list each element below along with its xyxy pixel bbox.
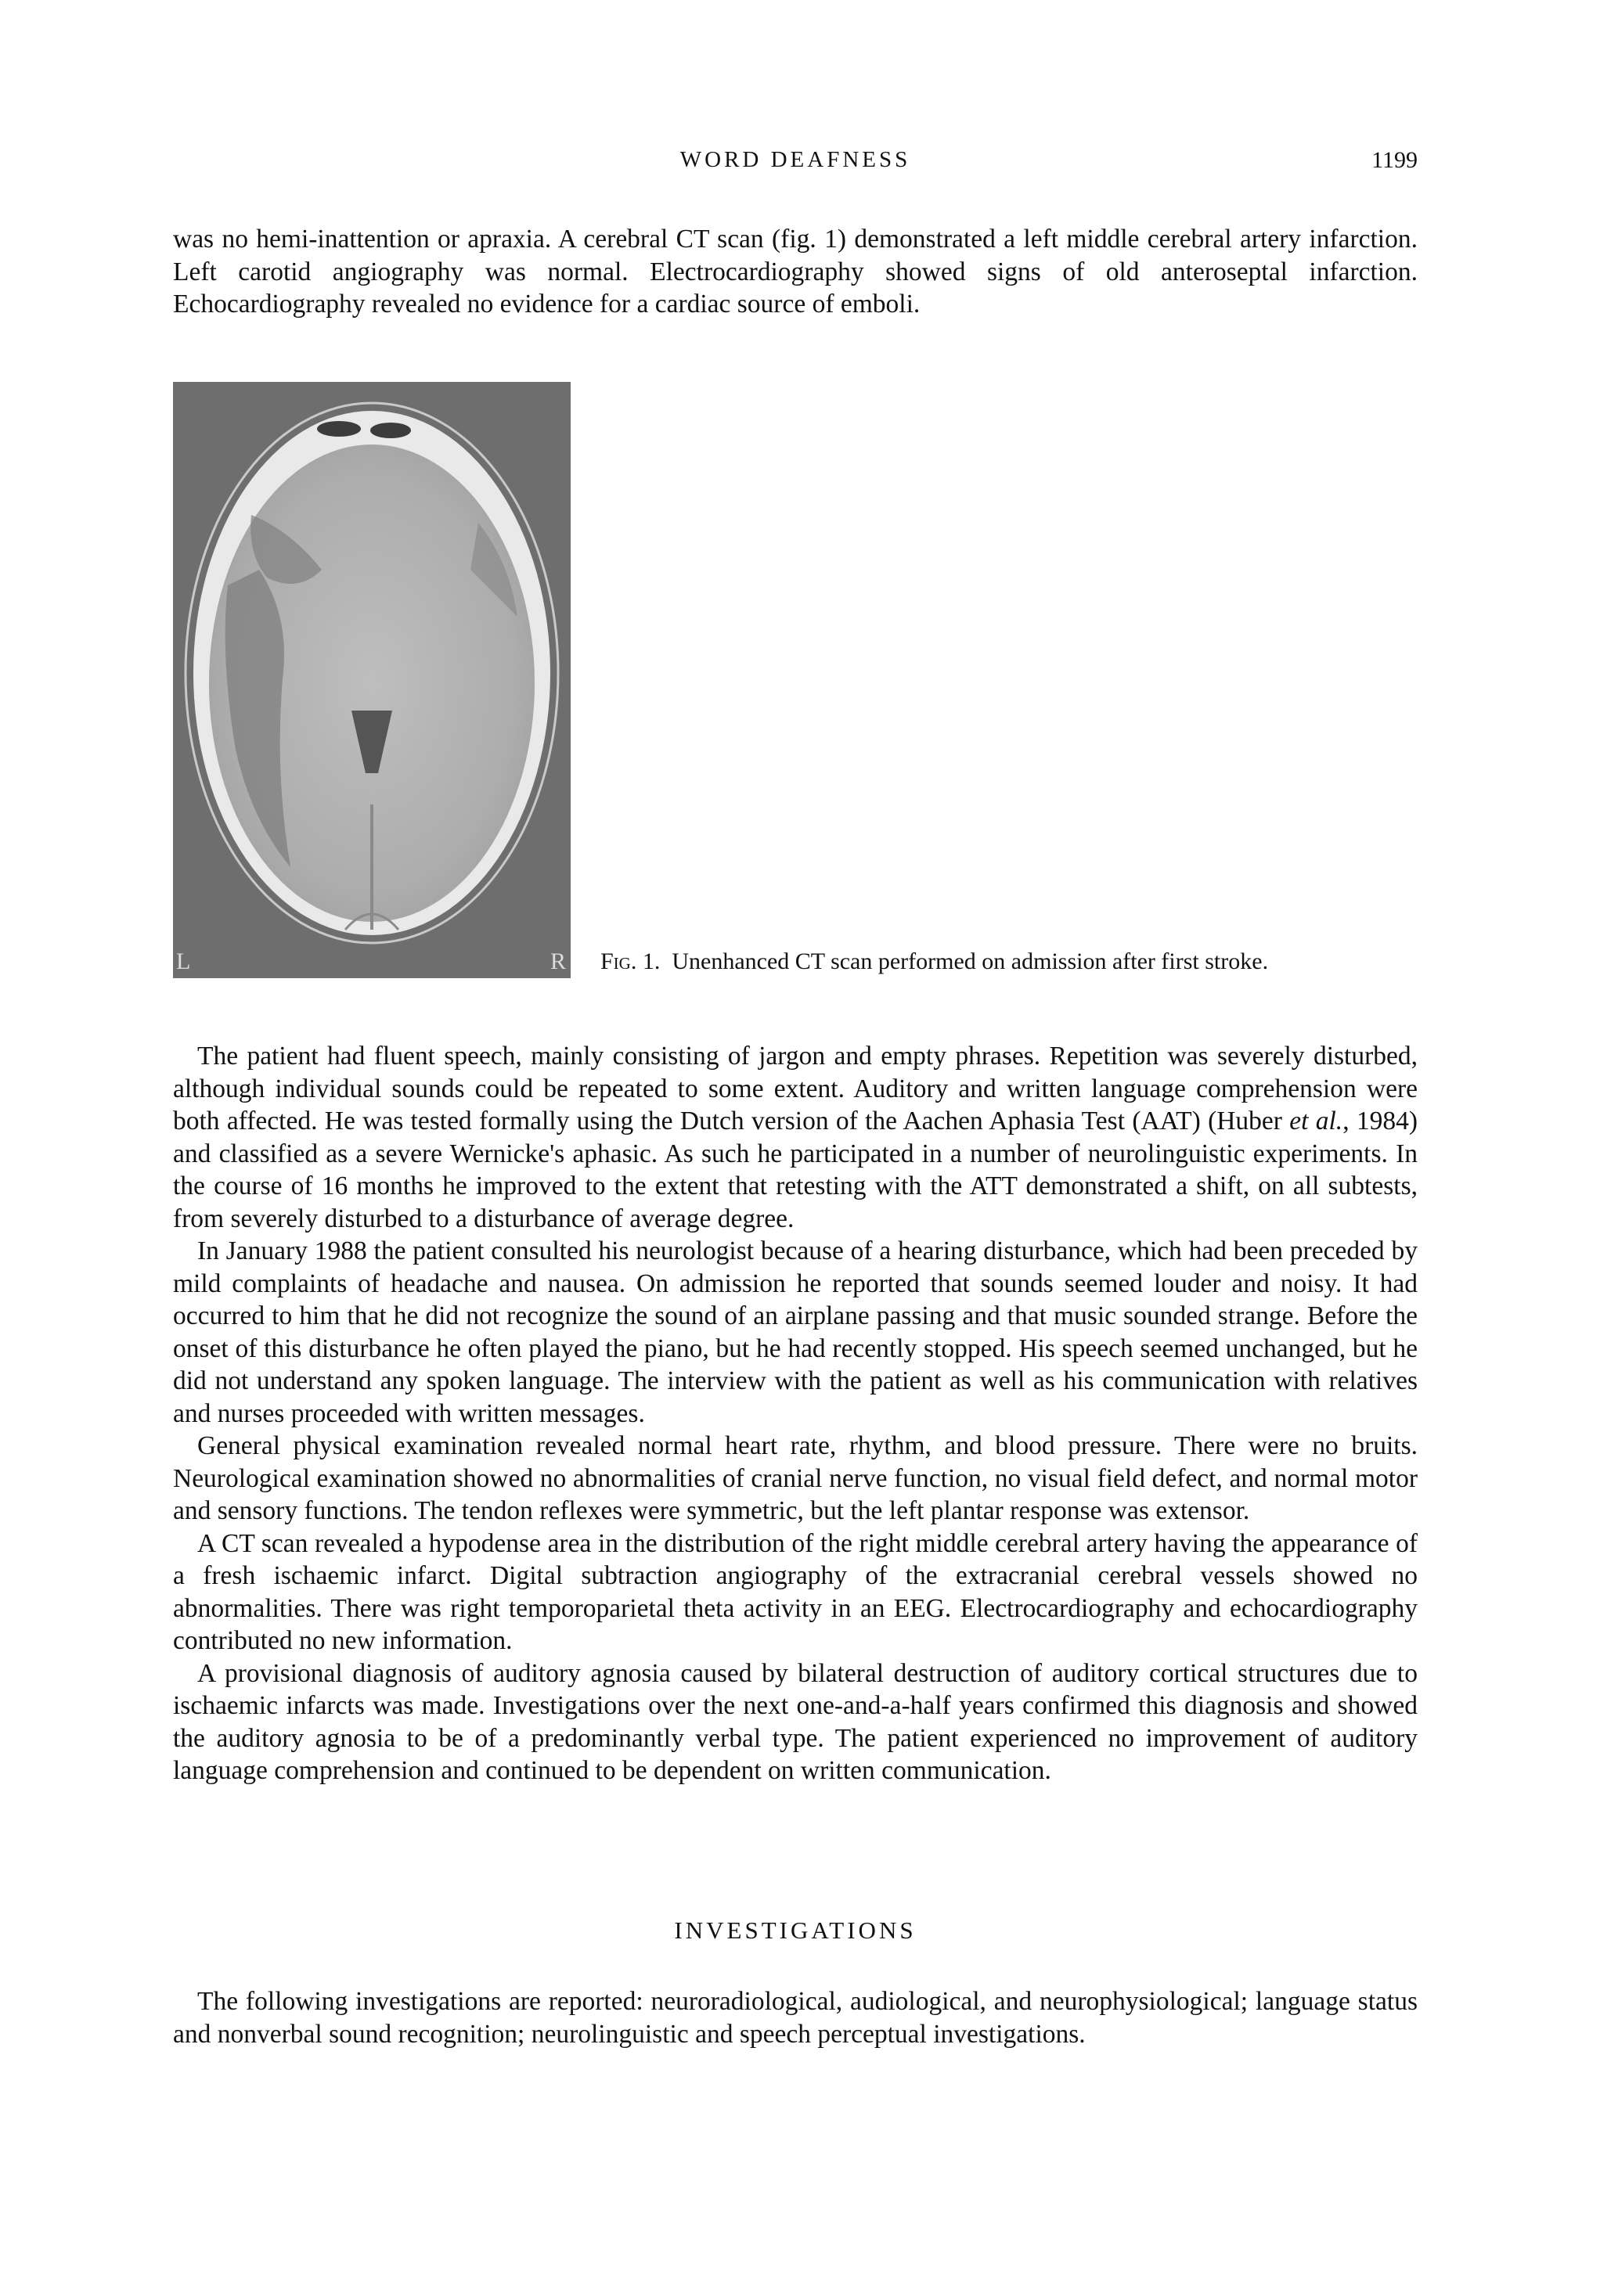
case-report-body (173, 1040, 1418, 1787)
caption-label: Fig. 1. (600, 948, 661, 974)
italic-citation: et al. (1289, 1107, 1343, 1135)
page-number: 1199 (1371, 147, 1418, 173)
ct-scan-image (173, 382, 571, 978)
paragraph: A provisional diagnosis of auditory agnosia caused by bilateral destruction of auditory cortical structures due to ischaemic infarcts was made. Investigations over the next one-and-a-half years confirmed this diagnosis and showed the auditory agnosia to be of a predominantly verbal type. The patient experienced no improvement of auditory language comprehension and continued to be dependent on written communication. (173, 1658, 1418, 1785)
paragraph: The following investigations are reported: neuroradiological, audiological, and neurophysiological; language status and nonverbal sound recognition; neurolinguistic and speech perceptual investigations. (173, 1987, 1418, 2049)
paragraph: General physical examination revealed normal heart rate, rhythm, and blood pressure. There were no bruits. Neurological examination showed no abnormalities of cranial nerve function, no visual field defect, and normal motor and sensory functions. The tendon reflexes were symmetric, but the left plantar response was extensor. (173, 1431, 1418, 1525)
figure-caption (600, 948, 1268, 975)
section-heading-investigations: INVESTIGATIONS (674, 1916, 917, 1944)
paragraph: In January 1988 the patient consulted his neurologist because of a hearing disturbance, which had been preceded by mild complaints of headache and nausea. On admission he reported that sounds seemed louder and noisy. It had occurred to him that he did not recognize the sound of an airplane passing and that music sounded strange. Before the onset of this disturbance he often played the piano, but he had recently stopped. His speech seemed unchanged, but he did not understand any spoken language. The interview with the patient as well as his communication with relatives and nurses proceeded with written messages. (173, 1236, 1418, 1428)
investigations-text-block (173, 1985, 1418, 2050)
figure-right-label: R (550, 948, 566, 974)
ct-scan-figure (173, 382, 571, 978)
running-title: WORD DEAFNESS (679, 147, 911, 172)
figure-left-label: L (176, 948, 191, 974)
paragraph: A CT scan revealed a hypodense area in the distribution of the right middle cerebral artery having the appearance of a fresh ischaemic infarct. Digital subtraction angiography of the extracranial cerebral vessels showed no abnormalities. There was right temporoparietal theta activity in an EEG. Electrocardiography and echocardiography contributed no new information. (173, 1528, 1418, 1655)
caption-text: Unenhanced CT scan performed on admission after first stroke. (672, 948, 1269, 974)
paragraph (173, 1040, 1418, 1235)
intro-text-block (173, 223, 1418, 321)
running-head (173, 147, 1418, 178)
text-run: The patient had fluent speech, mainly consisting of jargon and empty phrases. Repetition was severely disturbed, although individual sounds could be repeated to some extent. Auditory and written language comprehension were both affected. He was tested formally using the Dutch version of the Aachen Aphasia Test (AAT) (Huber (173, 1042, 1418, 1135)
paragraph: was no hemi-inattention or apraxia. A cerebral CT scan (fig. 1) demonstrated a left middle cerebral artery infarction. Left carotid angiography was normal. Electrocardiography showed signs of old anteroseptal infarction. Echocardiography revealed no evidence for a cardiac source of emboli. (173, 225, 1418, 318)
text-run: , 1984) and classified as a severe Wernicke's aphasic. As such he participated in a number of neurolinguistic experiments. In the course of 16 months he improved to the extent that retesting with the ATT demonstrated a shift, on all subtests, from severely disturbed to a disturbance of average degree. (173, 1107, 1418, 1233)
